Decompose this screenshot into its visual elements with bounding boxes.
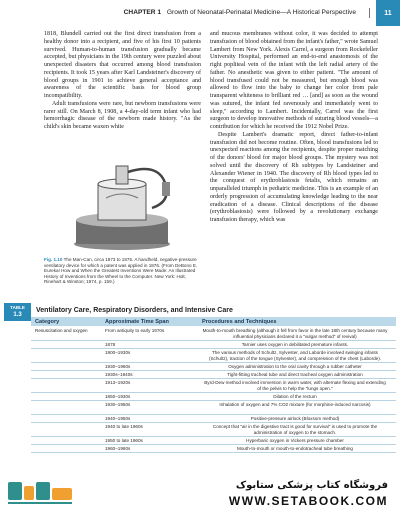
watermark-persian-text: فروشگاه کتاب پزشکی ستابوک	[235, 480, 388, 491]
row-time-span: 1940 to late 1960s	[105, 424, 143, 429]
table-title: Ventilatory Care, Respiratory Disorders, and Intensive Care	[36, 307, 233, 314]
figure-man-can	[44, 160, 201, 256]
row-time-span: 1960–1960s	[105, 446, 131, 451]
table-row	[31, 445, 396, 453]
right-column	[210, 31, 378, 225]
table-row	[31, 437, 396, 445]
row-procedure: The various methods of Schultz, Sylvester, and Laborde involved swinging infants (Schultz), traction of the tongue (Sylvester), and compression of the chest (Laborde).	[208, 350, 382, 361]
man-can-illustration	[62, 162, 182, 254]
paragraph: 1818, Blundell carried out the first direct transfusion from a healthy donor into a recipient, and five of his first 10 patients survived. Human-to-human transfusion gradually became accepted, but physicians in the 19th century were puzzled about unexpected disasters that occurred among blood transfusion recipients. It took 15 years after Karl Landsteiner's discovery of blood groups in 1901 to achieve general acceptance and awareness of the scientific basis for blood group incompatibility.	[44, 31, 201, 99]
caption-text: The Man-Can, circa 1873 to 1875. A handheld, negative-pressure ventilatory device for which a patent was applied in 1876. (From DeBono E. Eureka! How and When the Greatest Inventions Were Made: An Illustrated History of Inventions from the Wheel to the Computer. New York: Holt, Rinehart & Winston; 1974, p. 159.)	[44, 257, 198, 285]
left-column	[44, 31, 201, 132]
table-row	[31, 401, 396, 415]
table-row	[31, 349, 396, 363]
chapter-label: CHAPTER 1	[123, 9, 162, 16]
setabook-logo	[6, 480, 76, 506]
paragraph: Adult transfusions were rare, but newborn transfusions were rarer still. On March 8, 1908, a 4-day-old term infant who had hemorrhagic disease of the newborn made history. "As the child's skin became waxen white	[44, 100, 201, 130]
row-procedure: Concept that "air in the digestive tract is good for survival" is used to promote the administration of oxygen to the stomach.	[212, 424, 378, 435]
table-label	[4, 303, 31, 321]
row-procedure: Mouth-to-mouth or mouth-to-endotracheal tube breathing	[237, 446, 353, 451]
row-time-span: 1913–1920s	[105, 380, 131, 385]
row-procedure: Mouth-to-mouth breathing (although it fell from favor in the late 18th century because many influential physicians declared it a "vulgar method" of revival)	[202, 328, 388, 339]
page-header	[0, 0, 400, 26]
paragraph: Despite Lambert's dramatic report, direct father-to-infant transfusion did not become routine. Often, blood transfusions led to unexpected reactions among the recipients, despite proper matching of the donors' blood for major blood groups. The mystery was not solved until the discovery of Rh subtypes by Landsteiner and Alexander Wiener in 1940. The discovery of Rh blood types led to the conquest of erythroblastosis fetalis, which remains an unparalleled triumph in pediatric medicine. This is an example of an orderly progression of accumulating knowledge leading to the near eradication of a disease. Clinical descriptions of the disease (erythroblastosis) were followed by a revolutionary exchange transfusion therapy, which was	[210, 131, 378, 223]
figure-caption	[44, 257, 204, 285]
row-time-span: 1940–1950s	[105, 416, 131, 421]
row-time-span: From antiquity to early 1970s	[105, 328, 165, 333]
table-row	[31, 379, 396, 393]
table-label-word: TABLE	[10, 305, 25, 310]
header-divider	[369, 8, 370, 18]
caption-label: Fig. 1.10	[44, 257, 63, 262]
row-category: Resuscitation and oxygen	[35, 328, 88, 333]
watermark-banner	[0, 478, 400, 512]
chapter-title: Growth of Neonatal-Perinatal Medicine—A Historical Perspective	[166, 9, 356, 16]
row-time-span: 1930s–1940s	[105, 372, 133, 377]
table-row	[31, 327, 396, 341]
row-procedure: Positive-pressure airlock (Bloxsom method)	[250, 416, 340, 421]
row-time-span: 1930–1950s	[105, 402, 131, 407]
paragraph: and mucous membranes without color, it was decided to attempt transfusion of blood obtained from the infant's father," wrote Samuel Lambert from New York. Alexis Carrel, a surgeon from Rockefeller University Hospital, performed an end-to-end anastomosis of the right popliteal vein of the infant with the left radial artery of the father. No anesthetic was given to either patient. "The amount of blood transfused could not be measured, but enough blood was allowed to flow into the baby to change her color from pale transparent whiteness to brilliant red … [and] as soon as the wound was sutured, the infant fed ravenously and immediately went to sleep," according to Lambert. Incidentally, Carrel was the first surgeon to develop innovative methods of suturing blood vessels—a contribution for which he received the 1912 Nobel Prize.	[210, 31, 378, 130]
row-procedure: Byrd-Dew method involved immersion in warm water, with alternate flexing and extending of the pelvis to help the "lungs open."	[204, 380, 386, 391]
row-procedure: Dilation of the rectum	[273, 394, 317, 399]
table-row	[31, 415, 396, 423]
table-row	[31, 371, 396, 379]
column-header-category: Category	[35, 318, 60, 325]
column-header-procedures: Procedures and Techniques	[202, 318, 277, 325]
row-procedure: Inhalation of oxygen and 7% CO2 mixture (for morphine-induced narcosis)	[219, 402, 371, 407]
watermark-url: WWW.SETABOOK.COM	[228, 494, 388, 508]
row-time-span: 1950 to late 1960s	[105, 438, 143, 443]
row-time-span: 1850–1930s	[105, 394, 131, 399]
table-body	[31, 327, 396, 453]
table-row	[31, 341, 396, 349]
table-number: 1.3	[13, 311, 22, 318]
table-row	[31, 393, 396, 401]
table-row	[31, 363, 396, 371]
page-number: 11	[376, 0, 400, 26]
row-time-span: 1878	[105, 342, 116, 347]
row-procedure: Tarnier uses oxygen in debilitated premature infants.	[241, 342, 349, 347]
row-time-span: 1900–1930s	[105, 350, 131, 355]
table-header-row	[31, 317, 396, 326]
running-head	[124, 9, 356, 16]
row-procedure: Tight-fitting tracheal tube and direct tracheal oxygen administration	[227, 372, 363, 377]
row-procedure: Hyperbaric oxygen in Vickers pressure chamber	[246, 438, 344, 443]
column-header-time-span: Approximate Time Span	[105, 318, 169, 325]
table-row	[31, 423, 396, 437]
row-procedure: Oxygen administration to the oral cavity through a rubber catheter	[228, 364, 362, 369]
row-time-span: 1930–1960s	[105, 364, 131, 369]
